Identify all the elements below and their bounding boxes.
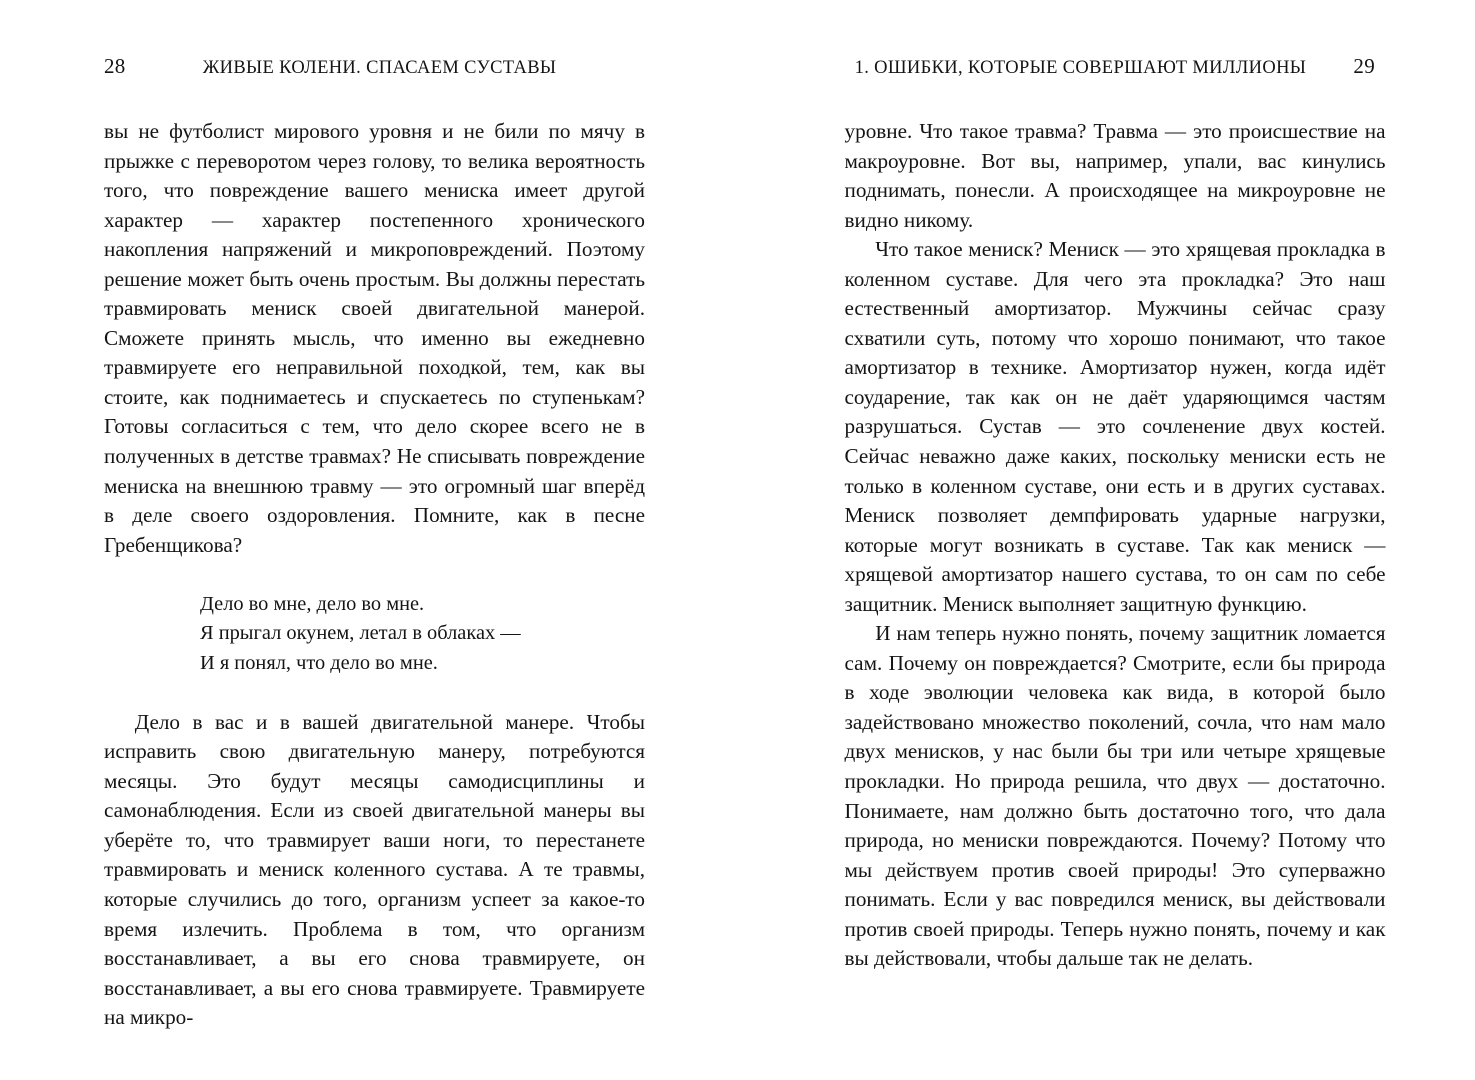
verse-line: И я понял, что дело во мне.: [200, 651, 438, 674]
left-running-head-title: ЖИВЫЕ КОЛЕНИ. СПАСАЕМ СУСТАВЫ: [202, 58, 557, 78]
verse-block: [104, 590, 645, 679]
right-page: [738, 0, 1475, 1080]
paragraph: Дело в вас и в вашей двигательной манере. Чтобы исправить свою двигательную манеру, потребуются месяцы. Это будут месяцы самодисциплины и самонаблюдения. Если из своей двигательной манеры вы уберёте то, что травмирует ваши ноги, то перестанете травмировать и мениск коленного сустава. А те травмы, которые случились до того, организм успеет за какое-то время излечить. Проблема в том, что организм восстанавливает, а вы его снова травмируете, он восстанавливает, а вы его снова травмируете. Травмируете на микро-: [104, 709, 645, 1030]
right-running-head: [738, 56, 1475, 82]
right-running-head-title: 1. ОШИБКИ, КОТОРЫЕ СОВЕРШАЮТ МИЛЛИОНЫ: [854, 58, 1307, 78]
paragraph: уровне. Что такое травма? Травма — это происшествие на макроуровне. Вот вы, например, упали, вас кинулись поднимать, понесли. А происходящее на микроуровне не видно никому.: [844, 119, 1386, 232]
left-page-number: 28: [104, 54, 126, 78]
paragraph: вы не футболист мирового уровня и не били по мячу в прыжке с переворотом через голову, то велика вероятность того, что повреждение вашего мениска имеет другой характер — характер постепенного хронического накопления напряжений и микроповреждений. Поэтому решение может быть очень простым. Вы должны перестать травмировать мениск своей двигательной манерой. Сможете принять мысль, что именно вы ежедневно травмируете его неправильной походкой, тем, как вы стоите, как поднимаетесь и спускаетесь по ступенькам? Готовы согласиться с тем, что дело скорее всего не в полученных в детстве травмах? Не списывать повреждение мениска на внешнюю травму — это огромный шаг вперёд в деле своего оздоровления. Помните, как в песне Гребенщикова?: [104, 119, 645, 557]
left-running-head: [0, 56, 738, 82]
paragraph: Что такое мениск? Мениск — это хрящевая прокладка в коленном суставе. Для чего эта прокладка? Это наш естественный амортизатор. Мужчины сейчас сразу схватили суть, потому что хорошо понимают, что такое амортизатор в технике. Амортизатор нужен, когда идёт соударение, так как он не даёт ударяющимся частям разрушаться. Сустав — это сочленение двух костей. Сейчас неважно даже каких, поскольку мениски есть не только в коленном суставе, они есть и в других суставах. Мениск позволяет демпфировать ударные нагрузки, которые могут возникать в суставе. Так как мениск — хрящевой амортизатор нашего сустава, то он сам по себе защитник. Мениск выполняет защитную функцию.: [844, 237, 1386, 616]
left-text-column: [104, 117, 645, 1033]
verse-line: Дело во мне, дело во мне.: [200, 592, 425, 615]
right-page-number: 29: [1353, 54, 1375, 78]
paragraph: И нам теперь нужно понять, почему защитник ломается сам. Почему он повреждается? Смотрите, если бы природа в ходе эволюции человека как вида, в которой было задействовано множество поколений, сочла, что нам мало двух менисков, у нас были бы три или четыре хрящевые прокладки. Но природа решила, что двух — достаточно. Понимаете, нам должно быть достаточно того, что дала природа, но мениски повреждаются. Почему? Потому что мы действуем против своей природы! Это суперважно понимать. Если у вас повредился мениск, вы действовали против своей природы. Теперь нужно понять, почему и как вы действовали, чтобы дальше так не делать.: [844, 621, 1386, 971]
right-text-column: [845, 117, 1386, 974]
verse-line: Я прыгал окунем, летал в облаках —: [200, 622, 521, 645]
